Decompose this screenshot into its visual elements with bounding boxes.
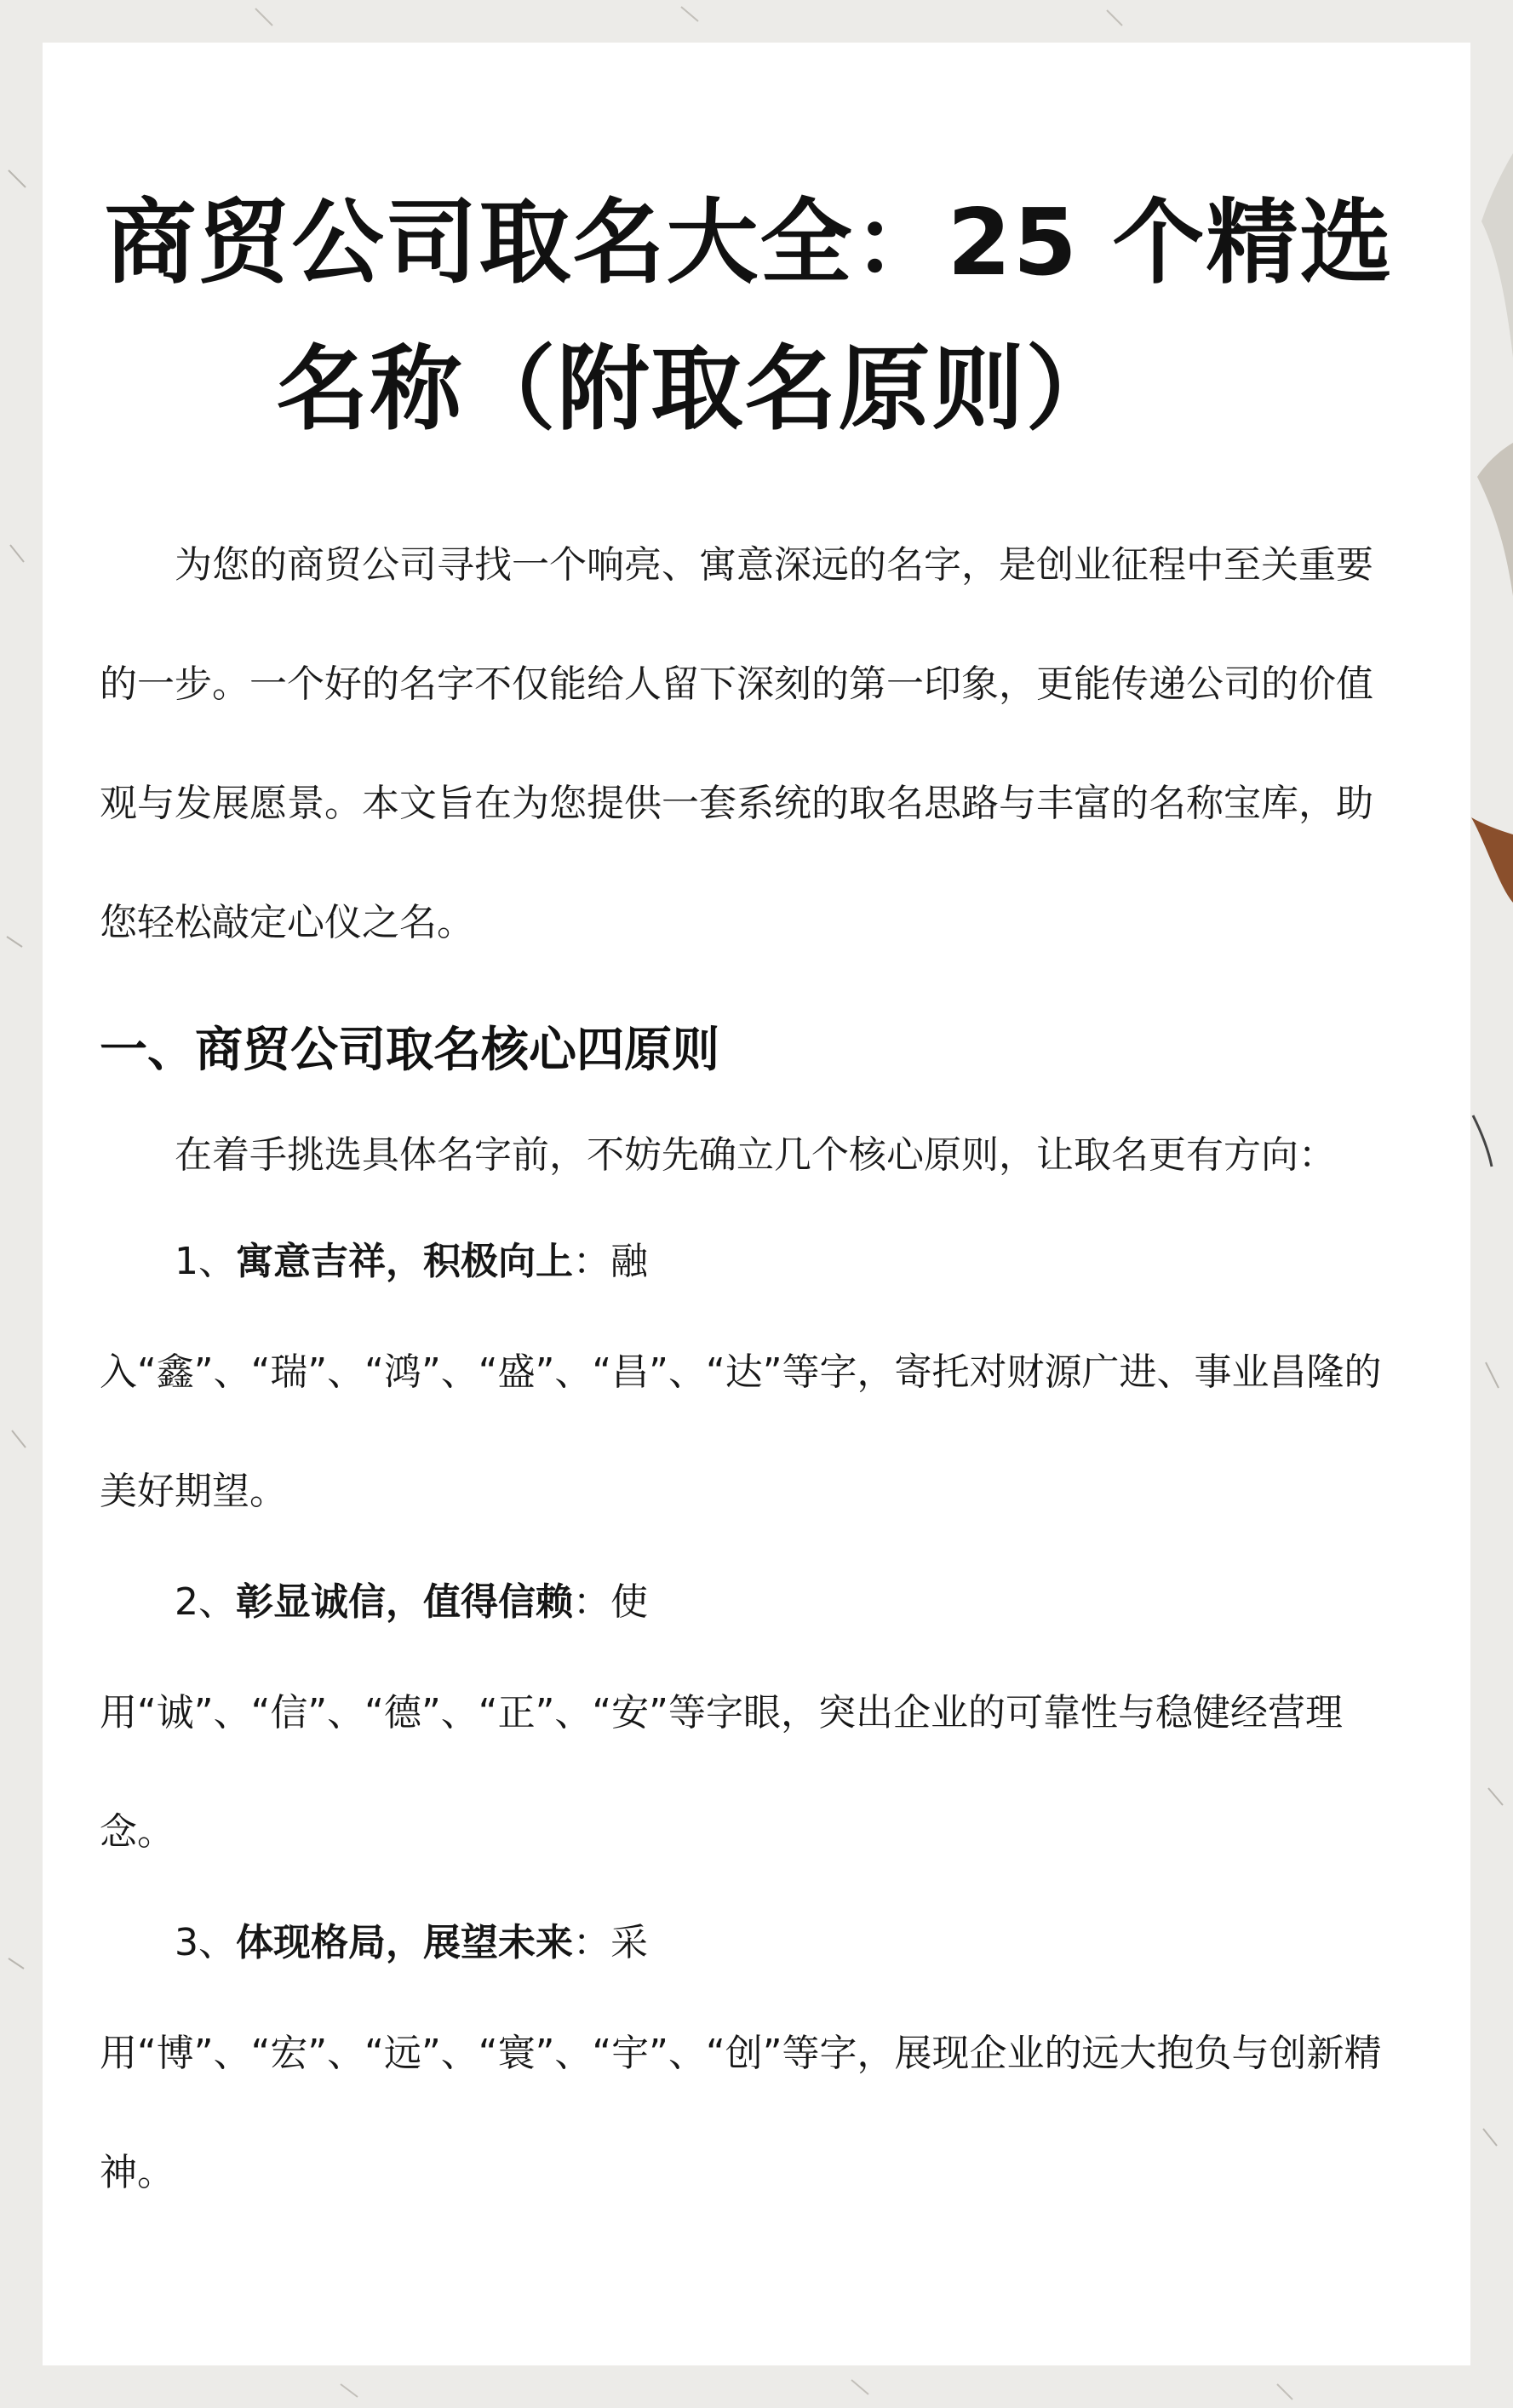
principle-heading [100,1211,1398,1313]
principle-title: 体现格局，展望未来 [236,1921,573,1964]
principle-first-char: 融 [610,1240,648,1283]
principle-item [100,1551,1398,1892]
section-lead-paragraph: 在着手挑选具体名字前，不妨先确立几个核心原则，让取名更有方向： [175,1133,1336,1177]
principle-heading [100,1551,1398,1654]
principle-first-char: 使 [610,1580,648,1624]
principle-title: 彰显诚信，值得信赖 [236,1580,573,1624]
principle-colon: ： [573,1240,610,1283]
principle-first-char: 采 [610,1921,648,1964]
principle-colon: ： [573,1580,610,1624]
principle-number: 1、 [175,1240,236,1283]
principle-body: 入“鑫”、“瑞”、“鸿”、“盛”、“昌”、“达”等字，寄托对财源广进、事业昌隆的美好期望。 [100,1350,1382,1513]
principle-heading [100,1892,1398,1994]
principle-number: 3、 [175,1921,236,1964]
principle-title: 寓意吉祥，积极向上 [236,1240,573,1283]
principle-item [100,1211,1398,1551]
principle-number: 2、 [175,1580,236,1624]
title-line-2: 名称（附取名原则） [276,336,1120,443]
principle-colon: ： [573,1921,610,1964]
principle-body: 用“博”、“宏”、“远”、“寰”、“宇”、“创”等字，展现企业的远大抱负与创新精神。 [100,2032,1382,2194]
article-card [43,43,1470,2365]
principle-item [100,1892,1398,2233]
title-line-1: 商贸公司取名大全：25 个精选 [104,190,1394,296]
section-heading-principles: 一、商贸公司取名核心四原则 [100,1023,719,1078]
principle-body: 用“诚”、“信”、“德”、“正”、“安”等字眼，突出企业的可靠性与稳健经营理念。 [100,1691,1343,1854]
article-title [100,170,1398,463]
intro-paragraph: 为您的商贸公司寻找一个响亮、寓意深远的名字，是创业征程中至关重要的一步。一个好的名字不仅能给人留下深刻的第一印象，更能传递公司的价值观与发展愿景。本文旨在为您提供一套系统的取名思路与丰富的名称宝库，助您轻松敲定心仪之名。 [100,543,1373,944]
